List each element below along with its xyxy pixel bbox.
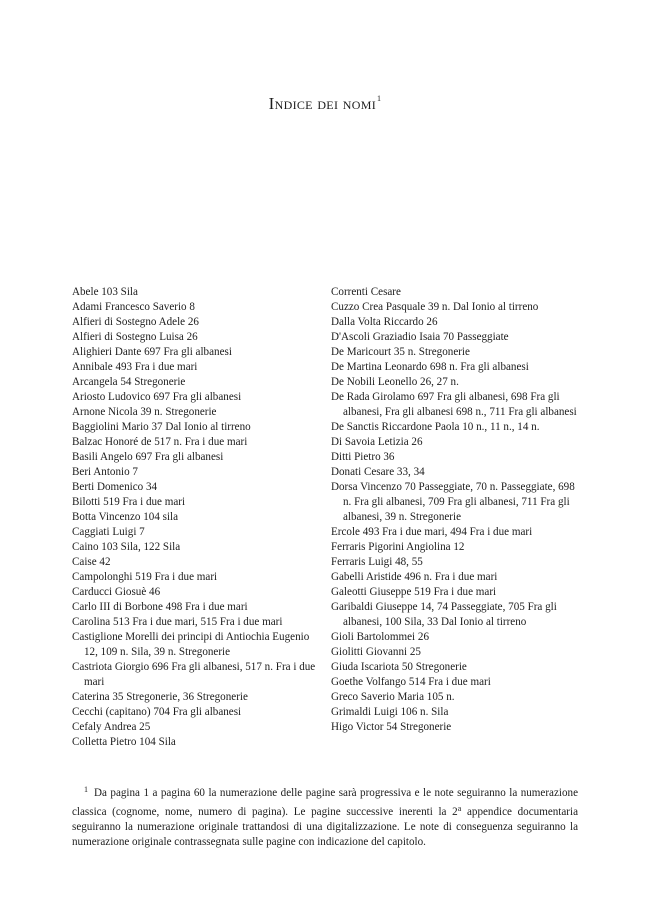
index-entry: Gioli Bartolommei 26 xyxy=(331,631,429,643)
index-entry: Caise 42 xyxy=(72,556,111,568)
index-entry: Castiglione Morelli dei principi di Antiochia Eugenio 12, 109 n. Sila, 39 n. Stregonerie xyxy=(72,631,310,658)
footnote-superscript: a xyxy=(457,804,462,813)
index-entry: Higo Victor 54 Stregonerie xyxy=(331,721,452,733)
footnote xyxy=(72,782,578,850)
index-entry: Di Savoia Letizia 26 xyxy=(331,436,423,448)
index-entry: Ferraris Pigorini Angiolina 12 xyxy=(331,541,465,553)
index-entry: Dalla Volta Riccardo 26 xyxy=(331,316,438,328)
index-entry: De Maricourt 35 n. Stregonerie xyxy=(331,346,470,358)
index-entry: Galeotti Giuseppe 519 Fra i due mari xyxy=(331,586,497,598)
index-entry: Bilotti 519 Fra i due mari xyxy=(72,496,186,508)
index-entry: Gabelli Aristide 496 n. Fra i due mari xyxy=(331,571,498,583)
index-entry: Correnti Cesare xyxy=(331,286,401,298)
index-entry: De Rada Girolamo 697 Fra gli albanesi, 698 Fra gli albanesi, Fra gli albanesi 698 n., 711 Fra gli albanesi xyxy=(331,391,577,418)
index-entry: Ercole 493 Fra i due mari, 494 Fra i due mari xyxy=(331,526,533,538)
index-entry: Ditti Pietro 36 xyxy=(331,451,395,463)
index-entry: Alighieri Dante 697 Fra gli albanesi xyxy=(72,346,232,358)
index-entry: Balzac Honoré de 517 n. Fra i due mari xyxy=(72,436,248,448)
index-entry: Adami Francesco Saverio 8 xyxy=(72,301,195,313)
index-entry: Alfieri di Sostegno Adele 26 xyxy=(72,316,199,328)
footnote-text-part1: Da pagina 1 a pagina 60 la numerazione delle pagine sarà progressiva e le note seguiranno la numerazione classica (cognome, nome, numero di pagina). Le pagine successive inerenti la 2 xyxy=(72,787,578,818)
index-entry: Caggiati Luigi 7 xyxy=(72,526,145,538)
index-column-right xyxy=(331,285,579,735)
index-entry: Berti Domenico 34 xyxy=(72,481,158,493)
index-entry: D'Ascoli Graziadio Isaia 70 Passeggiate xyxy=(331,331,509,343)
page-title xyxy=(0,94,650,114)
footnote-text-part2: appendice documentaria seguiranno la numerazione originale trattandosi di una digitalizzazione. Le note di conseguenza seguiranno la numerazione originale contrassegnata sulle pagine con indicazione del capitolo. xyxy=(72,806,578,848)
index-entry: Annibale 493 Fra i due mari xyxy=(72,361,198,373)
index-entry: Dorsa Vincenzo 70 Passeggiate, 70 n. Passeggiate, 698 n. Fra gli albanesi, 709 Fra gli albanesi, 711 Fra gli albanesi, 39 n. Stregonerie xyxy=(331,481,575,523)
index-entry: De Martina Leonardo 698 n. Fra gli albanesi xyxy=(331,361,529,373)
index-entry: Donati Cesare 33, 34 xyxy=(331,466,425,478)
index-entry: Beri Antonio 7 xyxy=(72,466,138,478)
index-entry: Goethe Volfango 514 Fra i due mari xyxy=(331,676,491,688)
index-entry: Greco Saverio Maria 105 n. xyxy=(331,691,455,703)
index-entry: Carlo III di Borbone 498 Fra i due mari xyxy=(72,601,248,613)
index-entry: Arcangela 54 Stregonerie xyxy=(72,376,186,388)
index-entry: Grimaldi Luigi 106 n. Sila xyxy=(331,706,449,718)
index-column-left xyxy=(72,285,320,750)
index-entry: Ferraris Luigi 48, 55 xyxy=(331,556,423,568)
index-entry: Basili Angelo 697 Fra gli albanesi xyxy=(72,451,224,463)
index-entry: Cecchi (capitano) 704 Fra gli albanesi xyxy=(72,706,242,718)
index-entry: Garibaldi Giuseppe 14, 74 Passeggiate, 705 Fra gli albanesi, 100 Sila, 33 Dal Ionio al tirreno xyxy=(331,601,557,628)
index-entry: Carolina 513 Fra i due mari, 515 Fra i due mari xyxy=(72,616,283,628)
index-entry: Cefaly Andrea 25 xyxy=(72,721,151,733)
index-entry: Caino 103 Sila, 122 Sila xyxy=(72,541,181,553)
index-entry: Abele 103 Sila xyxy=(72,286,138,298)
index-entry: Colletta Pietro 104 Sila xyxy=(72,736,176,748)
index-entry: Botta Vincenzo 104 sila xyxy=(72,511,179,523)
index-entry: Cuzzo Crea Pasquale 39 n. Dal Ionio al tirreno xyxy=(331,301,539,313)
index-entry: Giuda Iscariota 50 Stregonerie xyxy=(331,661,467,673)
index-entry: Campolonghi 519 Fra i due mari xyxy=(72,571,218,583)
index-entry: Baggiolini Mario 37 Dal Ionio al tirreno xyxy=(72,421,251,433)
index-entry: Carducci Giosuè 46 xyxy=(72,586,161,598)
index-entry: Ariosto Ludovico 697 Fra gli albanesi xyxy=(72,391,242,403)
index-entry: De Sanctis Riccardone Paola 10 n., 11 n., 14 n. xyxy=(331,421,540,433)
index-entry: Castriota Giorgio 696 Fra gli albanesi, 517 n. Fra i due mari xyxy=(72,661,316,688)
title-text: Indice dei nomi xyxy=(268,94,376,113)
index-entry: De Nobili Leonello 26, 27 n. xyxy=(331,376,459,388)
index-entry: Arnone Nicola 39 n. Stregonerie xyxy=(72,406,217,418)
index-entry: Alfieri di Sostegno Luisa 26 xyxy=(72,331,198,343)
index-entry: Caterina 35 Stregonerie, 36 Stregonerie xyxy=(72,691,248,703)
title-footnote-marker: 1 xyxy=(377,94,382,103)
footnote-marker: 1 xyxy=(84,785,88,794)
index-entry: Giolitti Giovanni 25 xyxy=(331,646,421,658)
